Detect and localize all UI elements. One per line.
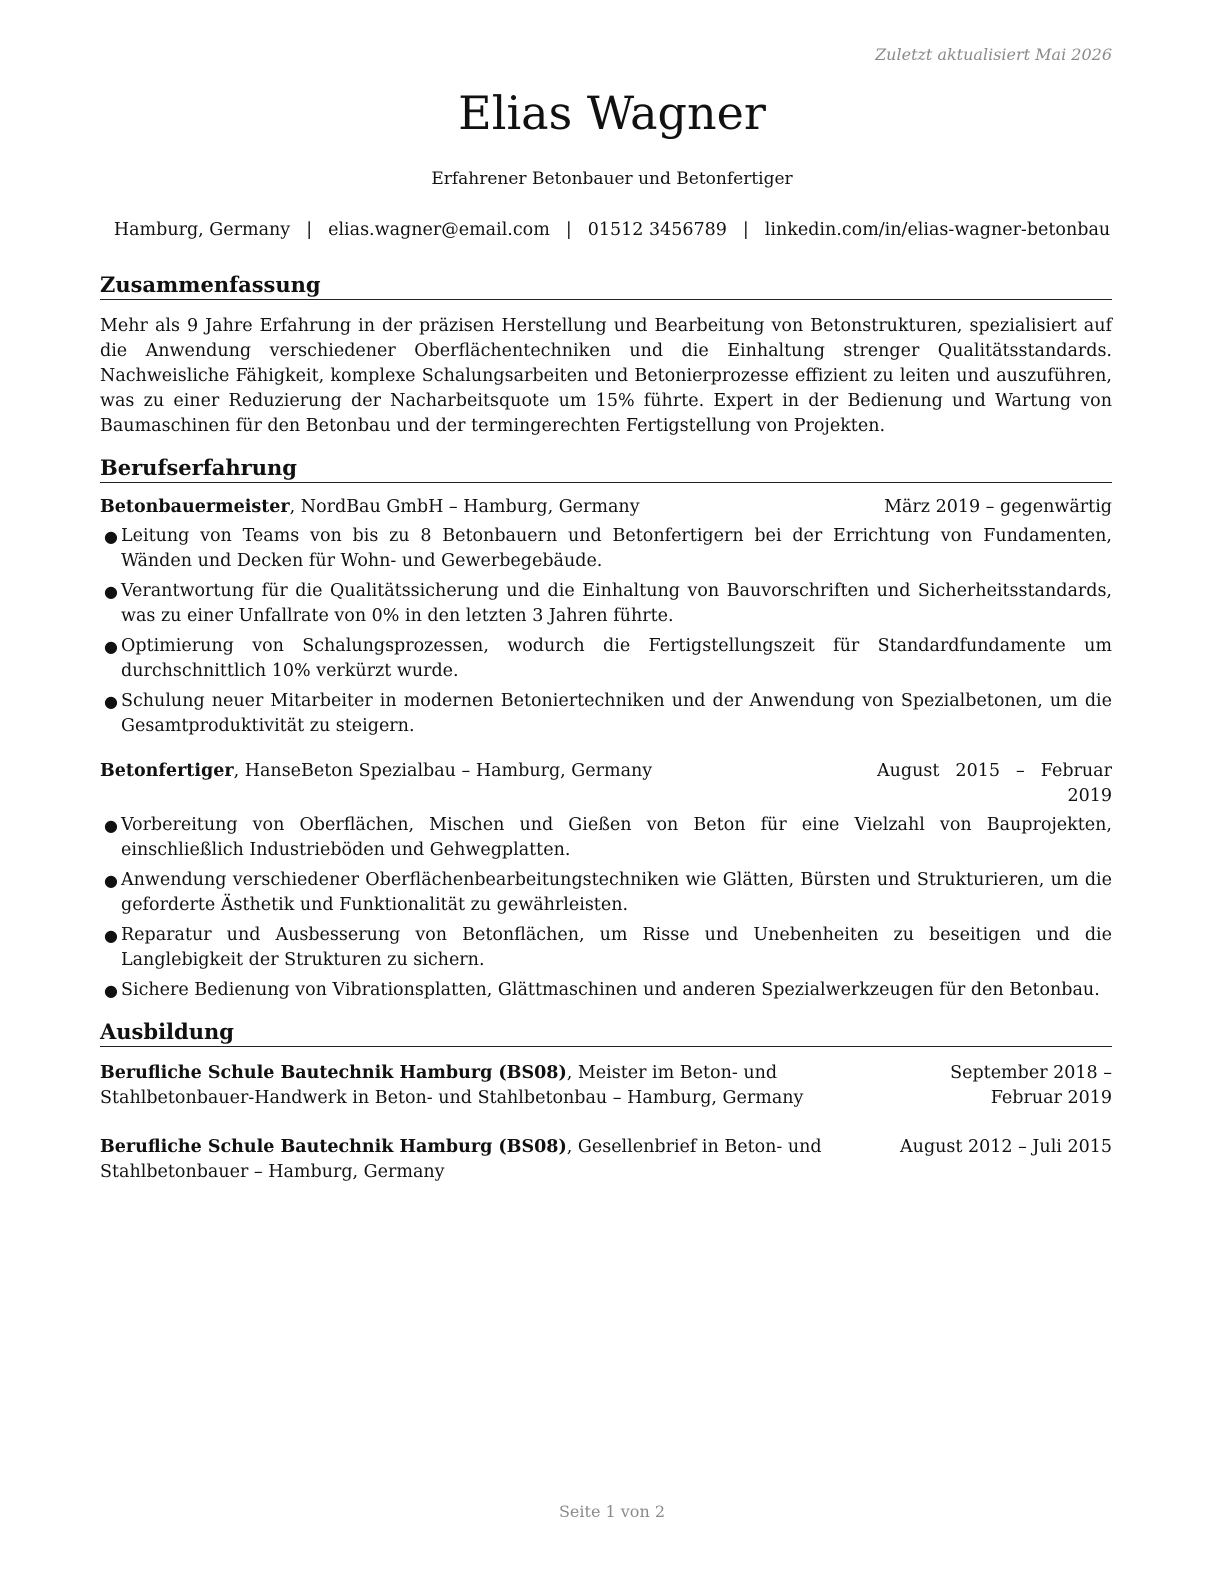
summary-text: Mehr als 9 Jahre Erfahrung in der präzisen Herstellung und Bearbeitung von Betonstrukturen, spezialisiert auf die Anwendung verschiedener Oberflächentechniken und die Einhaltung strenger Qualitätsstandards. Nachweisliche Fähigkeit, komplexe Schalungsarbeiten und Betonierprozesse effizient zu leiten und auszuführen, was zu einer Reduzierung der Nacharbeitsquote um 15% führte. Expert in der Bedienung und Wartung von Baumaschinen für den Betonbau und der termingerechten Fertigstellung von Projekten.: [100, 316, 1112, 436]
resume-content: [100, 272, 1112, 1185]
job-company: , NordBau GmbH – Hamburg, Germany: [289, 497, 640, 517]
list-item: [100, 524, 1112, 574]
job-bullets: [100, 524, 1112, 739]
bullet-icon: ●: [104, 926, 118, 945]
education-dates: September 2018 – Februar 2019: [950, 1063, 1112, 1108]
education-entry: [100, 1135, 1112, 1185]
education-school: Berufliche Schule Bautechnik Hamburg (BS08): [100, 1137, 567, 1157]
last-updated-note: Zuletzt aktualisiert Mai 2026: [875, 45, 1112, 64]
education-degree: , Meister im Beton- und Stahlbetonbauer-Handwerk in Beton- und Stahlbetonbau – Hamburg, Germany: [100, 1063, 804, 1108]
education-dates: August 2012 – Juli 2015: [900, 1137, 1112, 1157]
list-item: [100, 813, 1112, 863]
page-number: Seite 1 von 2: [558, 1502, 666, 1521]
bullet-text: Verantwortung für die Qualitätssicherung und die Einhaltung von Bauvorschriften und Sicherheitsstandards, was zu einer Unfallrate von 0% in den letzten 3 Jahren führte.: [121, 581, 1112, 626]
list-item: [100, 579, 1112, 629]
candidate-headline: Erfahrener Betonbauer und Betonfertiger: [431, 169, 793, 189]
bullet-text: Reparatur und Ausbesserung von Betonflächen, um Risse und Unebenheiten zu beseitigen und die Langlebigkeit der Strukturen zu sichern.: [121, 925, 1112, 970]
job-company: , HanseBeton Spezialbau – Hamburg, Germany: [233, 761, 653, 781]
bullet-icon: ●: [104, 692, 118, 711]
list-item: [100, 923, 1112, 973]
education-degree: , Gesellenbrief in Beton- und Stahlbetonbauer – Hamburg, Germany: [100, 1137, 822, 1182]
education-entry: [100, 1061, 1112, 1111]
contact-separator: |: [742, 220, 749, 240]
section-title-education: Ausbildung: [100, 1019, 1112, 1047]
section-title-summary: Zusammenfassung: [100, 272, 1112, 300]
section-title-experience: Berufserfahrung: [100, 455, 1112, 483]
contact-line: [0, 220, 1224, 240]
education-school: Berufliche Schule Bautechnik Hamburg (BS08): [100, 1063, 567, 1083]
job-header: [100, 495, 1112, 520]
bullet-text: Schulung neuer Mitarbeiter in modernen Betoniertechniken und der Anwendung von Spezialbetonen, um die Gesamtproduktivität zu steigern.: [121, 691, 1112, 736]
bullet-text: Optimierung von Schalungsprozessen, wodurch die Fertigstellungszeit für Standardfundamente um durchschnittlich 10% verkürzt wurde.: [121, 636, 1112, 681]
candidate-name: Elias Wagner: [458, 86, 766, 140]
list-item: [100, 978, 1112, 1003]
contact-separator: |: [565, 220, 572, 240]
bullet-text: Anwendung verschiedener Oberflächenbearbeitungstechniken wie Glätten, Bürsten und Strukturieren, um die geforderte Ästhetik und Funktionalität zu gewährleisten.: [121, 870, 1112, 915]
contact-separator: |: [306, 220, 313, 240]
bullet-icon: ●: [104, 582, 118, 601]
contact-email[interactable]: elias.wagner@email.com: [328, 220, 550, 240]
education-title-line: [100, 1061, 880, 1111]
list-item: [100, 689, 1112, 739]
bullet-text: Sichere Bedienung von Vibrationsplatten, Glättmaschinen und anderen Spezialwerkzeugen für den Betonbau.: [121, 980, 1100, 1000]
bullet-text: Leitung von Teams von bis zu 8 Betonbauern und Betonfertigern bei der Errichtung von Fundamenten, Wänden und Decken für Wohn- und Gewerbegebäude.: [121, 526, 1112, 571]
job-entry: [100, 495, 1112, 739]
education-header: [100, 1061, 1112, 1111]
bullet-icon: ●: [104, 637, 118, 656]
job-bullets: [100, 813, 1112, 1003]
bullet-icon: ●: [104, 816, 118, 835]
list-item: [100, 868, 1112, 918]
job-role: Betonfertiger: [100, 761, 234, 781]
job-header: [100, 759, 1112, 809]
education-title-line: [100, 1135, 887, 1185]
bullet-icon: ●: [104, 981, 118, 1000]
education-header: [100, 1135, 1112, 1185]
job-dates: März 2019 – gegenwärtig: [884, 497, 1112, 517]
contact-location: Hamburg, Germany: [113, 220, 291, 240]
bullet-icon: ●: [104, 871, 118, 890]
contact-phone[interactable]: 01512 3456789: [587, 220, 727, 240]
job-title-line: [100, 495, 884, 520]
bullet-icon: ●: [104, 527, 118, 546]
job-dates: August 2015 – Februar 2019: [877, 761, 1112, 806]
job-role: Betonbauermeister: [100, 497, 290, 517]
bullet-text: Vorbereitung von Oberflächen, Mischen und Gießen von Beton für eine Vielzahl von Bauprojekten, einschließlich Industrieböden und Gehwegplatten.: [121, 815, 1112, 860]
list-item: [100, 634, 1112, 684]
contact-linkedin[interactable]: linkedin.com/in/elias-wagner-betonbau: [764, 220, 1111, 240]
job-entry: [100, 759, 1112, 1003]
job-title-line: [100, 759, 877, 809]
